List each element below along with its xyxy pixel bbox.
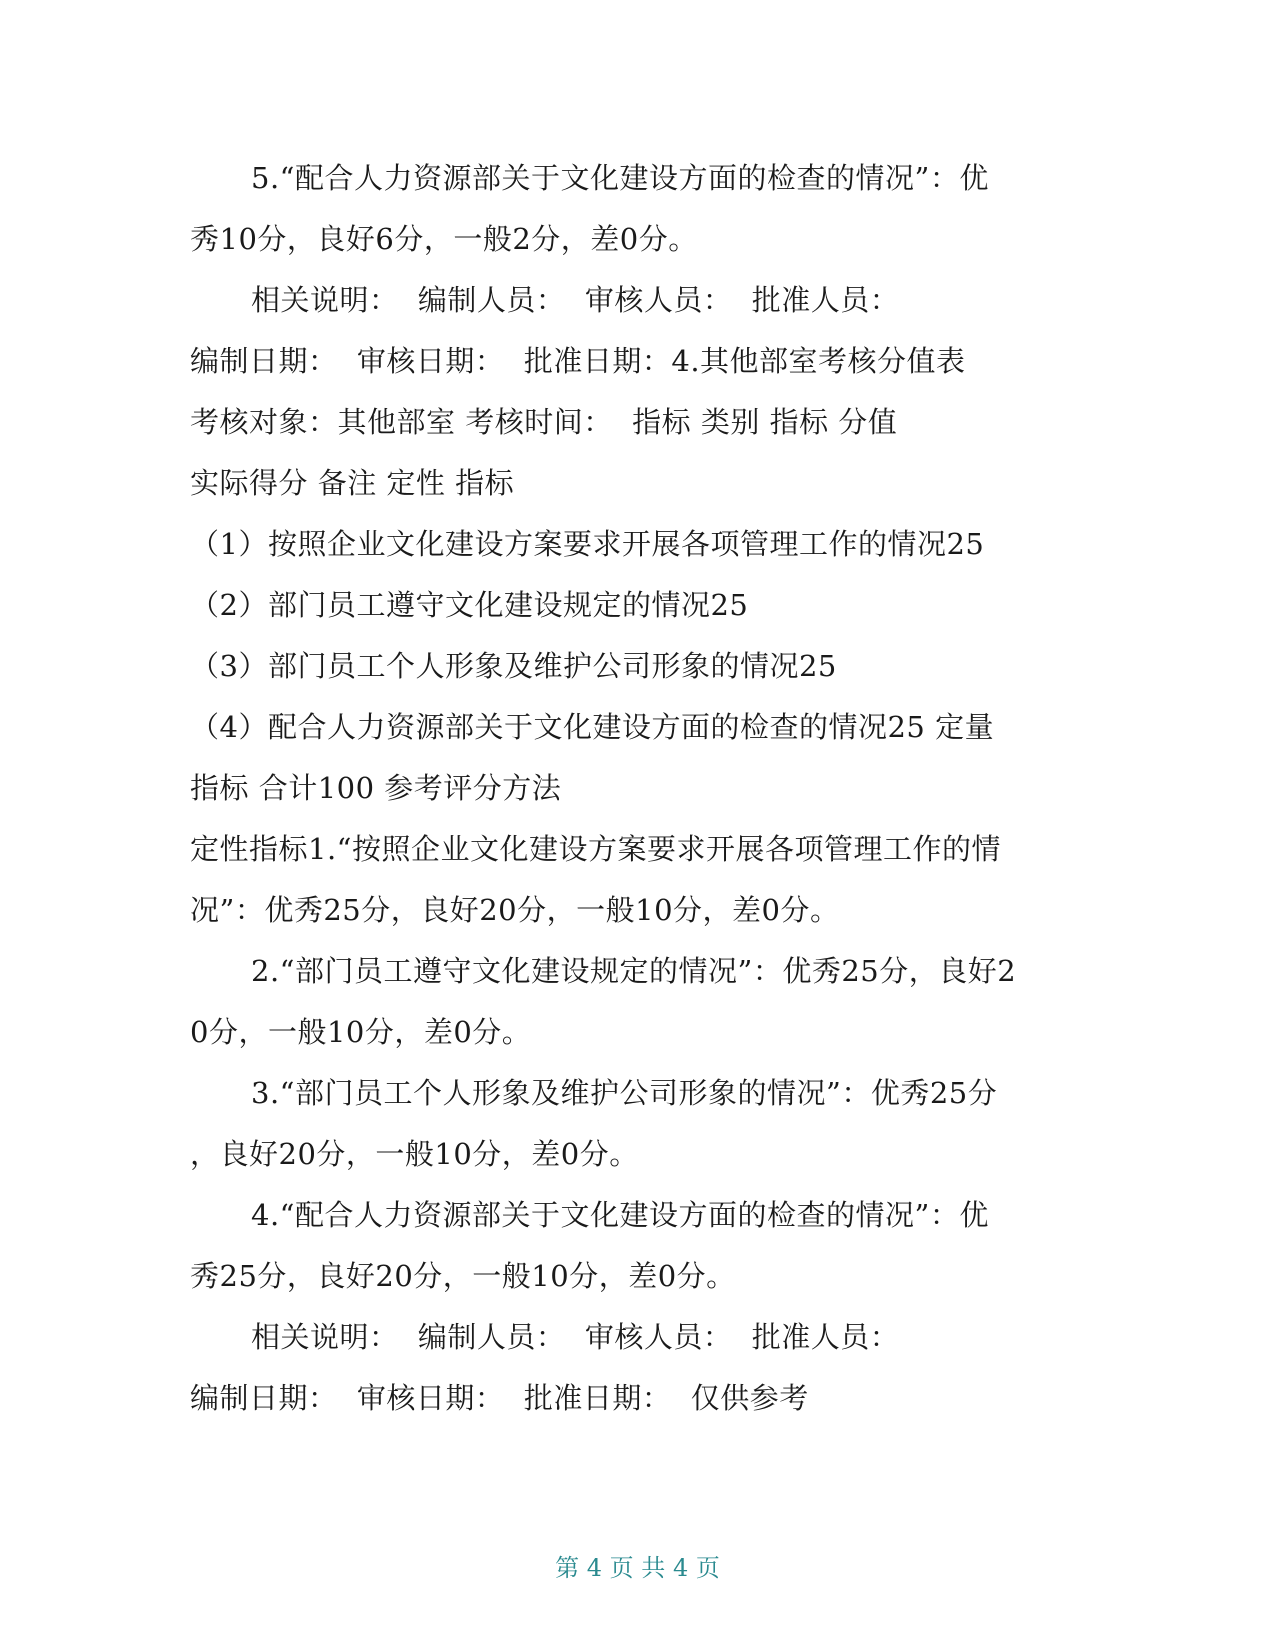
text-line: 3.“部门员工个人形象及维护公司形象的情况”：优秀25分 xyxy=(251,1076,998,1110)
text-line: （2）部门员工遵守文化建设规定的情况25 xyxy=(190,588,749,622)
text-line: 指标 合计100 参考评分方法 xyxy=(190,771,562,805)
document-body xyxy=(190,148,1090,1429)
page-number-footer: 第 4 页 共 4 页 xyxy=(555,1554,720,1582)
text-line: ，良好20分，一般10分，差0分。 xyxy=(190,1137,639,1171)
text-line: 况”：优秀25分，良好20分，一般10分，差0分。 xyxy=(190,893,840,927)
text-line: 0分，一般10分，差0分。 xyxy=(190,1015,532,1049)
text-line: 4.“配合人力资源部关于文化建设方面的检查的情况”：优 xyxy=(251,1198,989,1232)
text-line: 实际得分 备注 定性 指标 xyxy=(190,466,515,500)
text-line: 定性指标1.“按照企业文化建设方案要求开展各项管理工作的情 xyxy=(190,832,1001,866)
text-line: 考核对象：其他部室 考核时间： 指标 类别 指标 分值 xyxy=(190,405,898,439)
text-line: 5.“配合人力资源部关于文化建设方面的检查的情况”：优 xyxy=(251,161,989,195)
text-line: 秀25分，良好20分，一般10分，差0分。 xyxy=(190,1259,736,1293)
text-line: 秀10分，良好6分，一般2分，差0分。 xyxy=(190,222,698,256)
text-line: 相关说明： 编制人员： 审核人员： 批准人员： xyxy=(251,283,900,317)
text-line: 编制日期： 审核日期： 批准日期： 仅供参考 xyxy=(190,1381,809,1415)
text-line: 编制日期： 审核日期： 批准日期：4.其他部室考核分值表 xyxy=(190,344,966,378)
text-line: 相关说明： 编制人员： 审核人员： 批准人员： xyxy=(251,1320,900,1354)
text-line: 2.“部门员工遵守文化建设规定的情况”：优秀25分，良好2 xyxy=(251,954,1017,988)
text-line: （1）按照企业文化建设方案要求开展各项管理工作的情况25 xyxy=(190,527,985,561)
text-line: （4）配合人力资源部关于文化建设方面的检查的情况25 定量 xyxy=(190,710,995,744)
text-line: （3）部门员工个人形象及维护公司形象的情况25 xyxy=(190,649,837,683)
